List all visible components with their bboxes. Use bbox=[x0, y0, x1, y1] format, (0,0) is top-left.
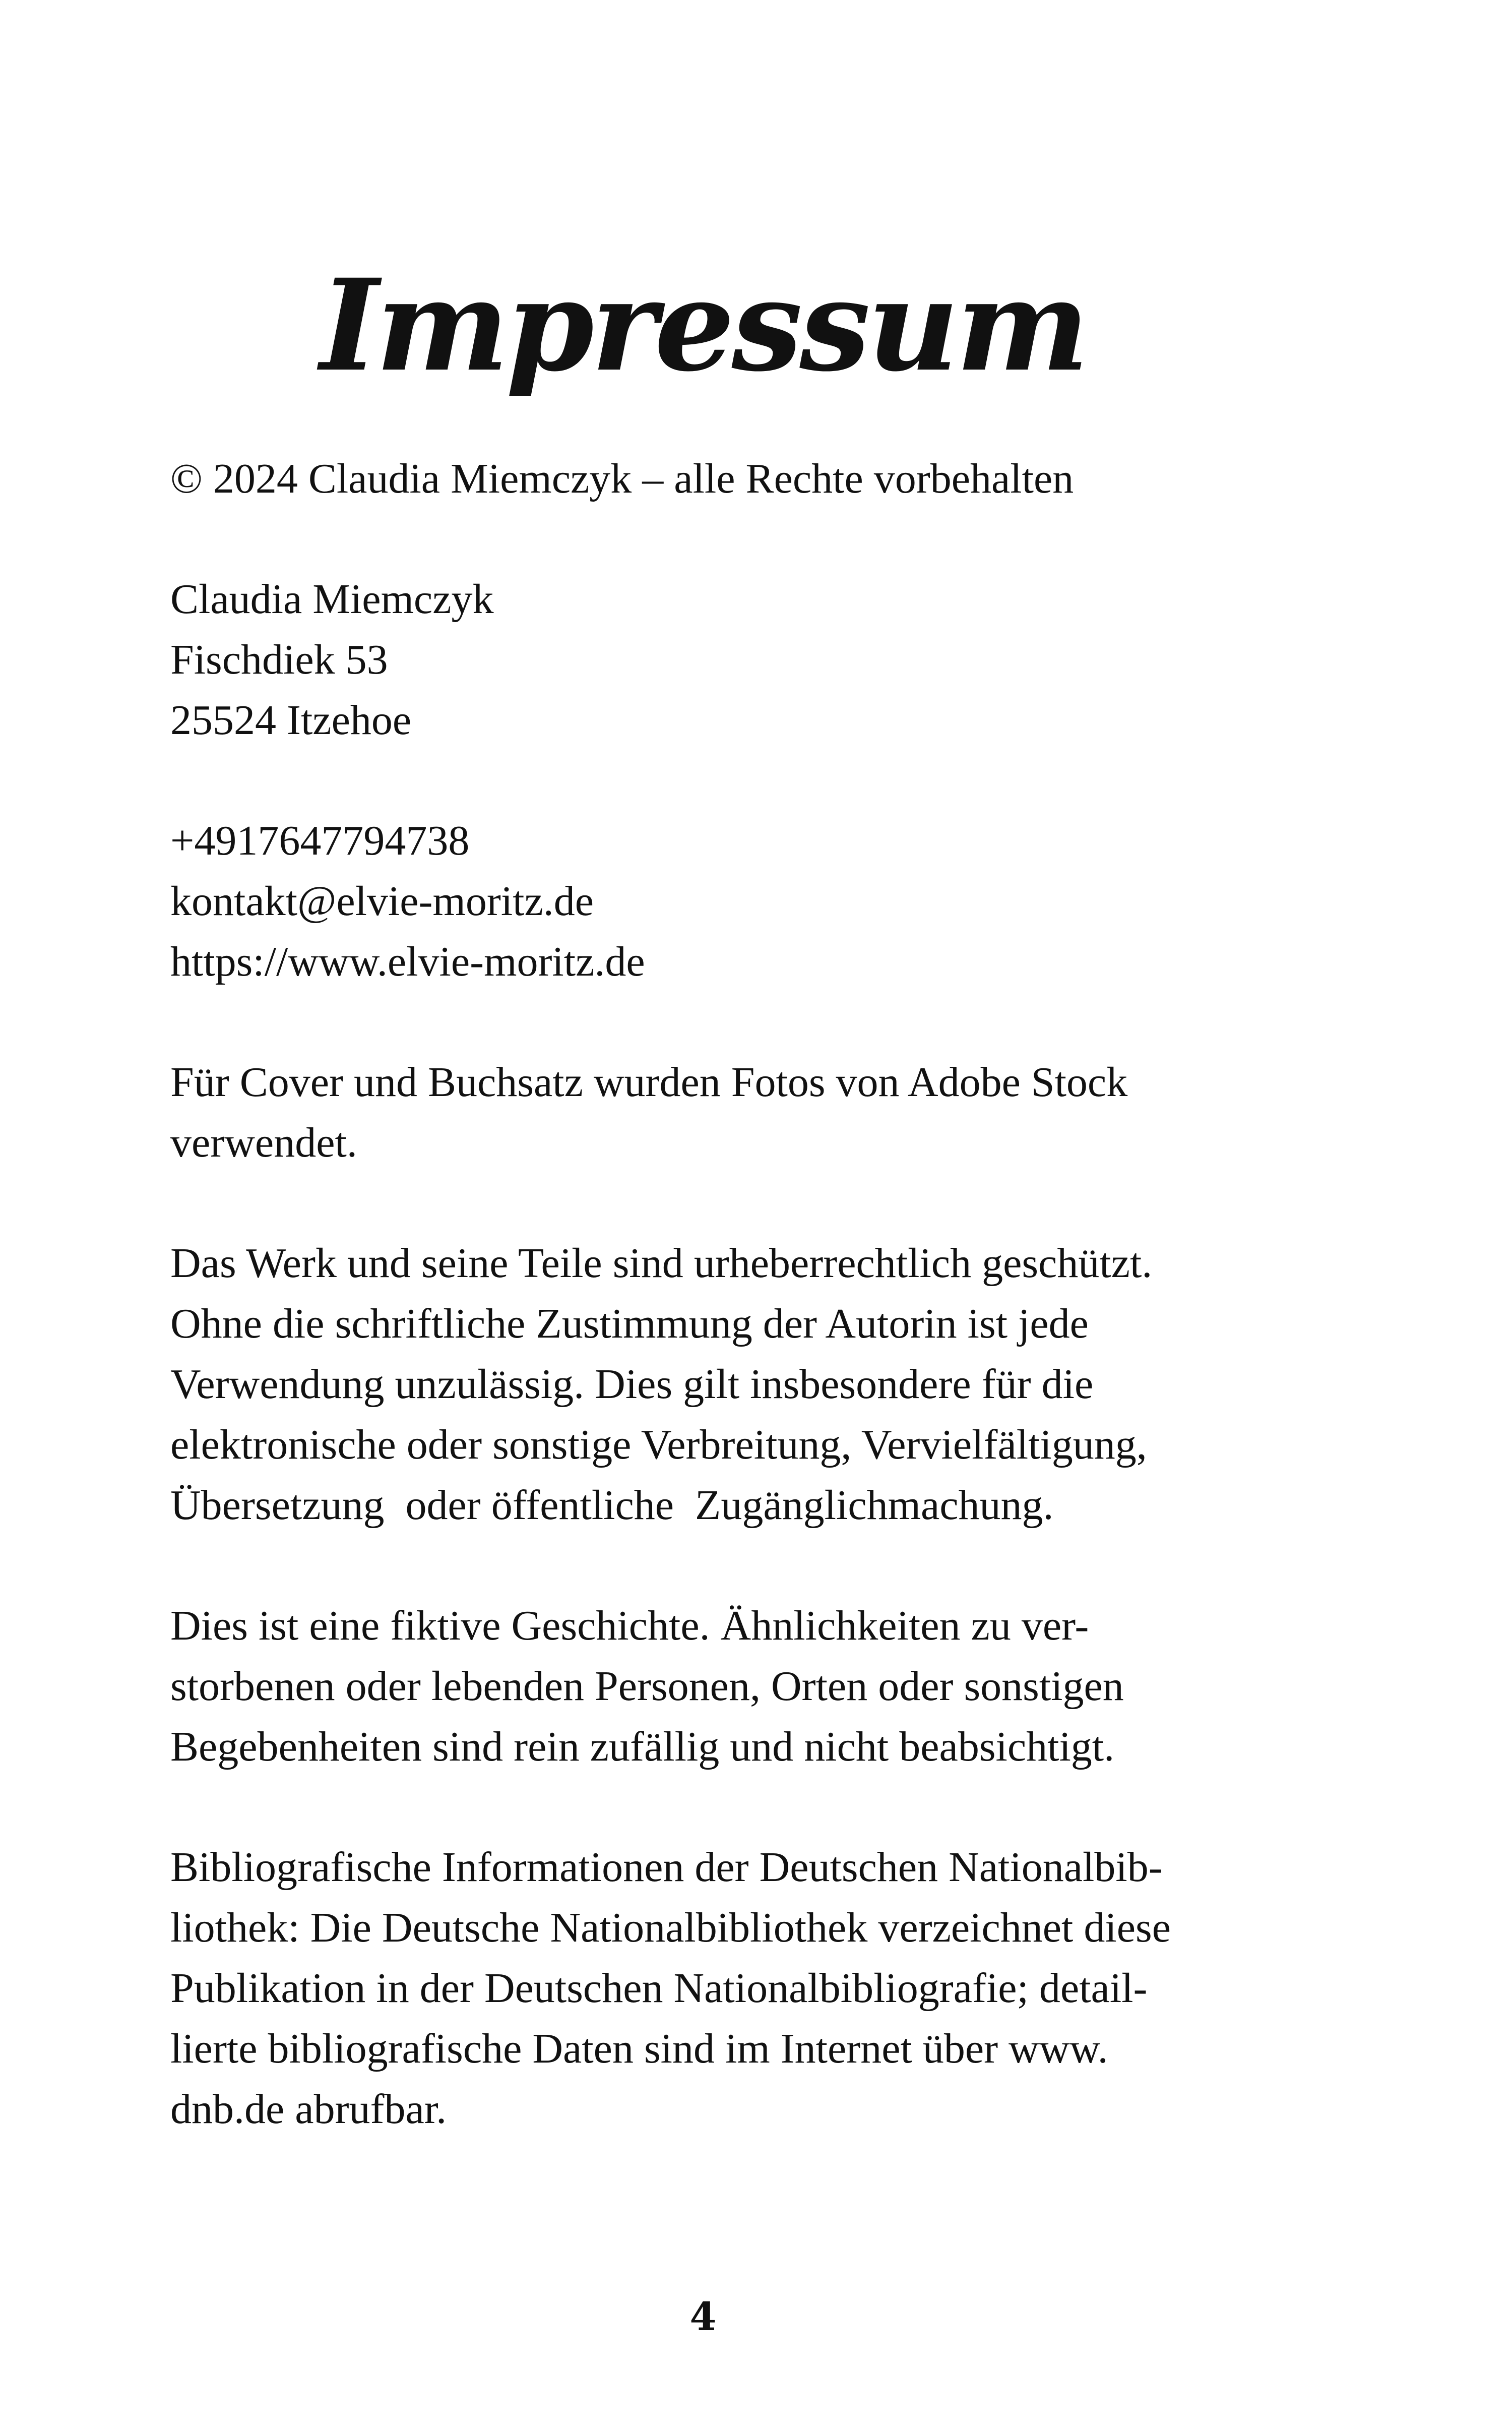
page-number: 4 bbox=[689, 2294, 717, 2339]
photo-credit-block bbox=[170, 1052, 1340, 1173]
paragraph-line: Begebenheiten sind rein zufällig und nicht beabsichtigt. bbox=[170, 1723, 1115, 1770]
address-name: Claudia Miemczyk bbox=[170, 576, 494, 623]
address-street: Fischdiek 53 bbox=[170, 636, 388, 683]
copyright-block bbox=[170, 449, 1340, 509]
paragraph-line: Ohne die schriftliche Zustimmung der Autorin ist jede bbox=[170, 1300, 1089, 1347]
paragraph-line: Verwendung unzulässig. Dies gilt insbesondere für die bbox=[170, 1361, 1094, 1408]
contact-phone: +4917647794738 bbox=[170, 817, 470, 864]
address-block bbox=[170, 569, 1340, 751]
page-title: Impressum bbox=[320, 251, 1087, 399]
bibliographic-notice-block bbox=[170, 1837, 1340, 2140]
copyright-line: © 2024 Claudia Miemczyk – alle Rechte vorbehalten bbox=[170, 455, 1074, 502]
paragraph-line: Übersetzung oder öffentliche Zugänglichmachung. bbox=[170, 1482, 1054, 1529]
paragraph-line: Für Cover und Buchsatz wurden Fotos von Adobe Stock bbox=[170, 1059, 1128, 1106]
imprint-content bbox=[170, 449, 1340, 2200]
paragraph-line: Dies ist eine fiktive Geschichte. Ähnlichkeiten zu ver- bbox=[170, 1602, 1089, 1649]
paragraph-line: Publikation in der Deutschen Nationalbibliografie; detail- bbox=[170, 1965, 1148, 2012]
paragraph-line: elektronische oder sonstige Verbreitung, Vervielfältigung, bbox=[170, 1421, 1147, 1468]
address-city: 25524 Itzehoe bbox=[170, 697, 412, 744]
paragraph-line: Das Werk und seine Teile sind urheberrechtlich geschützt. bbox=[170, 1240, 1153, 1287]
fiction-notice-block bbox=[170, 1596, 1340, 1777]
paragraph-line: verwendet. bbox=[170, 1119, 357, 1166]
paragraph-line: liothek: Die Deutsche Nationalbibliothek verzeichnet diese bbox=[170, 1904, 1171, 1951]
paragraph-line: lierte bibliografische Daten sind im Internet über www. bbox=[170, 2025, 1108, 2072]
paragraph-line: dnb.de abrufbar. bbox=[170, 2086, 447, 2133]
contact-email: kontakt@elvie-moritz.de bbox=[170, 878, 594, 925]
paragraph-line: Bibliografische Informationen der Deutschen Nationalbib- bbox=[170, 1844, 1163, 1891]
contact-website: https://www.elvie-moritz.de bbox=[170, 938, 645, 985]
paragraph-line: storbenen oder lebenden Personen, Orten oder sonstigen bbox=[170, 1663, 1124, 1710]
copyright-notice-block bbox=[170, 1233, 1340, 1536]
contact-block bbox=[170, 811, 1340, 992]
